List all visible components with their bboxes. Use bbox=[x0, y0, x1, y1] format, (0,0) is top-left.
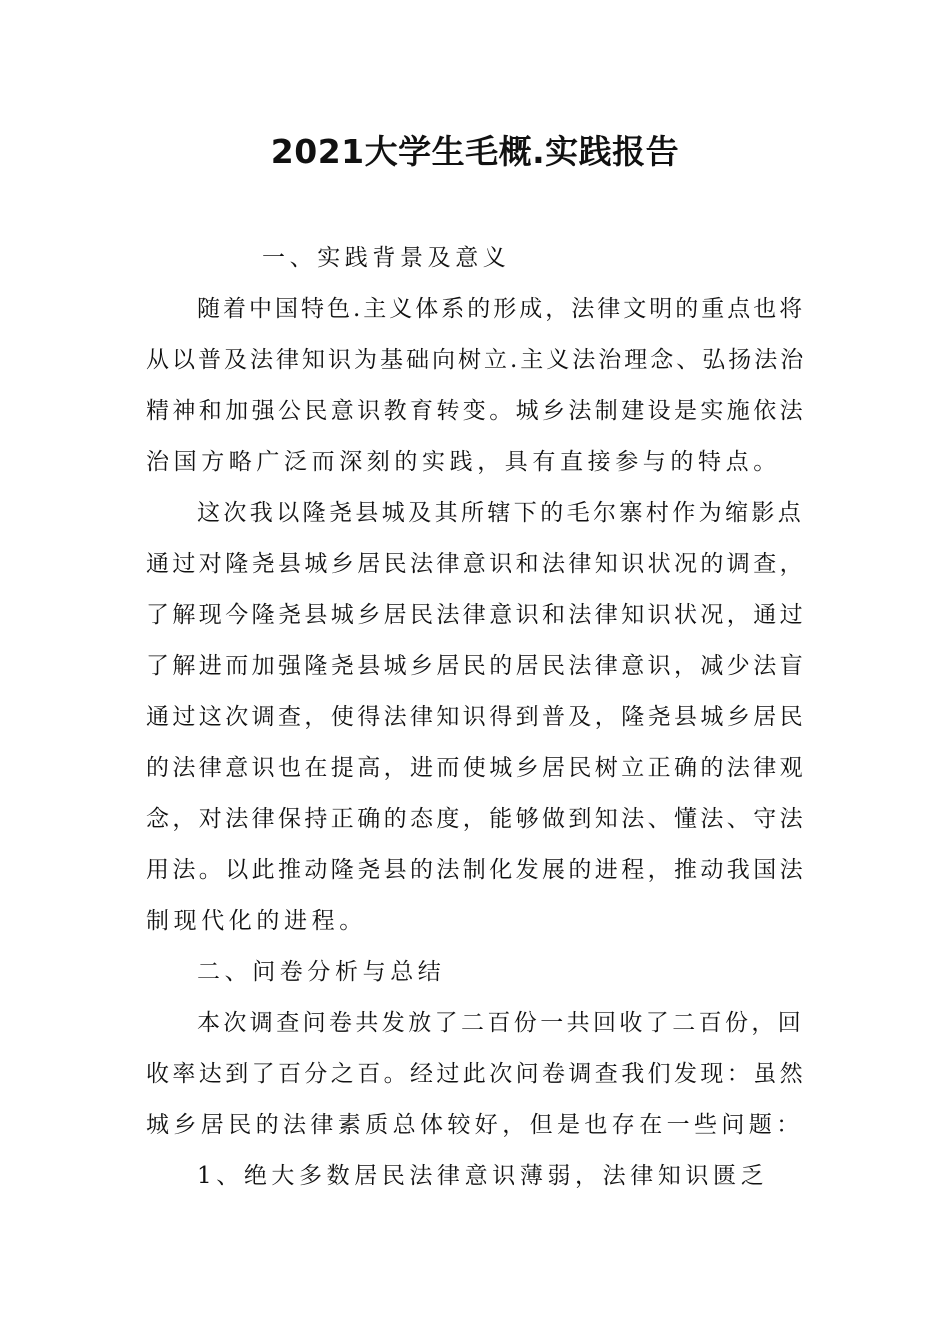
paragraph-line: 本次调查问卷共发放了二百份一共回收了二百份，回 bbox=[197, 1010, 805, 1036]
paragraph-line: 治国方略广泛而深刻的实践，具有直接参与的特点。 bbox=[146, 449, 781, 475]
section-heading-1: 一、实践背景及意义 bbox=[262, 245, 511, 271]
paragraph-line: 这次我以隆尧县城及其所辖下的毛尔寨村作为缩影点 bbox=[197, 500, 805, 526]
paragraph-line: 制现代化的进程。 bbox=[146, 908, 367, 934]
section-heading-2: 二、问卷分析与总结 bbox=[197, 959, 446, 985]
paragraph-line: 精神和加强公民意识教育转变。城乡法制建设是实施依法 bbox=[146, 398, 806, 424]
paragraph-line: 了解进而加强隆尧县城乡居民的居民法律意识，减少法盲 bbox=[146, 653, 806, 679]
paragraph-line: 城乡居民的法律素质总体较好，但是也存在一些问题： bbox=[146, 1112, 804, 1138]
list-item-1: 1、绝大多数居民法律意识薄弱，法律知识匮乏 bbox=[197, 1163, 769, 1189]
paragraph-line: 随着中国特色.主义体系的形成，法律文明的重点也将 bbox=[197, 296, 806, 322]
paragraph-line: 从以普及法律知识为基础向树立.主义法治理念、弘扬法治 bbox=[146, 347, 807, 373]
paragraph-line: 念，对法律保持正确的态度，能够做到知法、懂法、守法 bbox=[146, 806, 806, 832]
paragraph-line: 通过这次调查，使得法律知识得到普及，隆尧县城乡居民 bbox=[146, 704, 806, 730]
paragraph-line: 的法律意识也在提高，进而使城乡居民树立正确的法律观 bbox=[146, 755, 806, 781]
paragraph-line: 了解现今隆尧县城乡居民法律意识和法律知识状况，通过 bbox=[146, 602, 806, 628]
paragraph-line: 用法。以此推动隆尧县的法制化发展的进程，推动我国法 bbox=[146, 857, 806, 883]
document-title: 2021大学生毛概.实践报告 bbox=[270, 132, 680, 171]
paragraph-line: 收率达到了百分之百。经过此次问卷调查我们发现：虽然 bbox=[146, 1061, 806, 1087]
paragraph-line: 通过对隆尧县城乡居民法律意识和法律知识状况的调查， bbox=[146, 551, 806, 577]
